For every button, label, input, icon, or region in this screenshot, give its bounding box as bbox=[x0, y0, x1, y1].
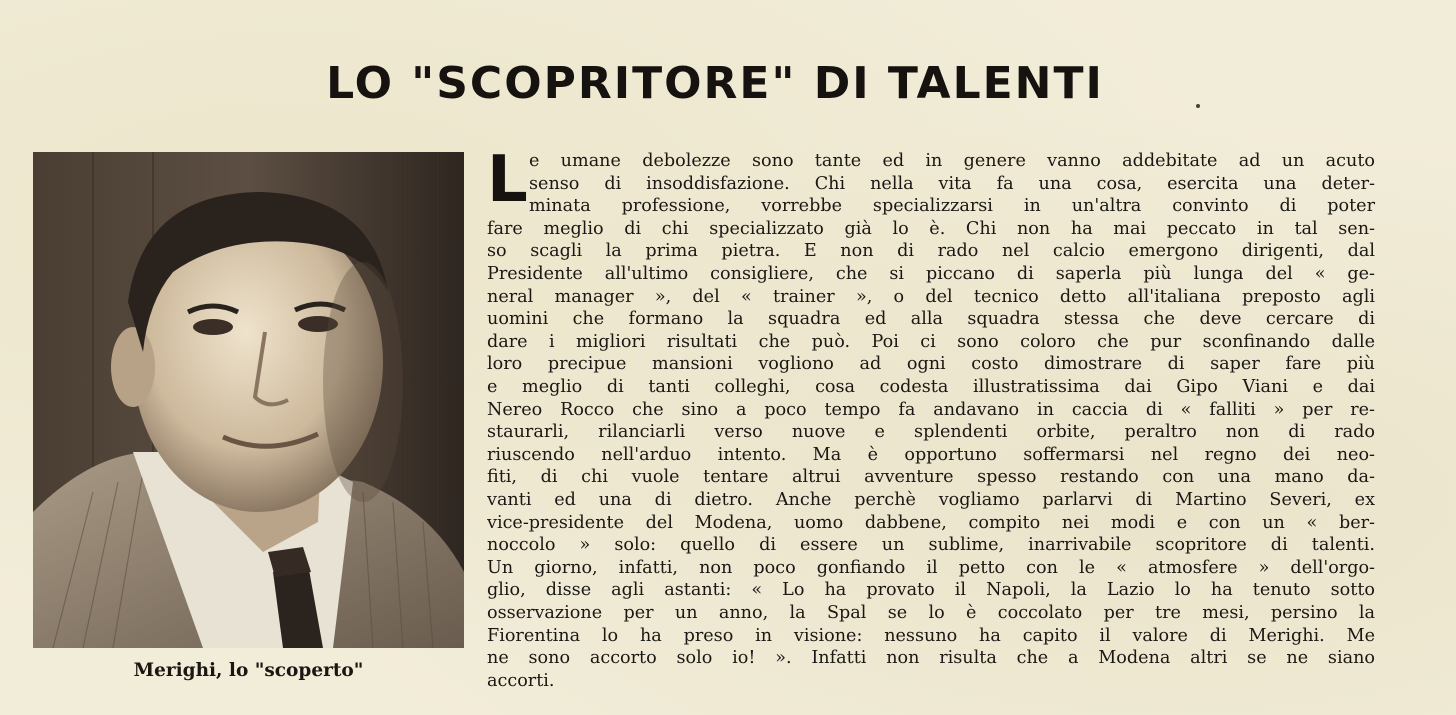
article-line: osservazione per un anno, la Spal se lo è coccolato per tre mesi, persino la bbox=[487, 603, 1375, 623]
article-line: Fiorentina lo ha preso in visione: nessuno ha capito il valore di Merighi. Me bbox=[487, 625, 1375, 646]
drop-cap: L bbox=[487, 148, 528, 217]
article-body bbox=[487, 148, 1377, 693]
print-speck bbox=[1196, 104, 1200, 108]
article-line: vice-presidente del Modena, uomo dabbene, compito nei modi e con un « ber- bbox=[487, 512, 1375, 533]
article-line: staurarli, rilanciarli verso nuove e splendenti orbite, peraltro non di rado bbox=[487, 422, 1375, 443]
article-line: minata professione, vorrebbe specializzarsi in un'altra convinto di poter bbox=[529, 196, 1375, 217]
article-line: glio, disse agli astanti: « Lo ha provato il Napoli, la Lazio lo ha tenuto sotto bbox=[487, 580, 1375, 601]
article-line: riuscendo nell'arduo intento. Ma è opportuno soffermarsi nel regno dei neo- bbox=[487, 444, 1375, 465]
article-line: Un giorno, infatti, non poco gonfiando il petto con le « atmosfere » dell'orgo- bbox=[487, 557, 1375, 578]
article-line: fiti, di chi vuole tentare altrui avventure spesso restando con una mano da- bbox=[487, 467, 1375, 488]
article-line: senso di insoddisfazione. Chi nella vita fa una cosa, esercita una deter- bbox=[529, 173, 1375, 194]
portrait-photo bbox=[33, 152, 464, 648]
photo-caption: Merighi, lo "scoperto" bbox=[133, 660, 364, 681]
article-line: fare meglio di chi specializzato già lo è. Chi non ha mai peccato in tal sen- bbox=[487, 218, 1375, 239]
article-line: loro precipue mansioni vogliono ad ogni costo dimostrare di saper fare più bbox=[487, 354, 1375, 375]
article-line: accorti. bbox=[487, 670, 555, 691]
article-line: dare i migliori risultati che può. Poi ci sono coloro che pur sconfinando dalle bbox=[487, 331, 1375, 352]
article-line: neral manager », del « trainer », o del tecnico detto all'italiana preposto agli bbox=[487, 286, 1375, 307]
article-line: uomini che formano la squadra ed alla squadra stessa che deve cercare di bbox=[487, 309, 1375, 330]
article-line: e umane debolezze sono tante ed in genere vanno addebitate ad un acuto bbox=[529, 151, 1375, 171]
article-line: noccolo » solo: quello di essere un sublime, inarrivabile scopritore di talenti. bbox=[487, 535, 1375, 556]
article-line: ne sono accorto solo io! ». Infatti non risulta che a Modena altri se ne siano bbox=[487, 648, 1375, 669]
article-line: e meglio di tanti colleghi, cosa codesta illustratissima dai Gipo Viani e dai bbox=[487, 377, 1375, 397]
article-line: Nereo Rocco che sino a poco tempo fa andavano in caccia di « falliti » per re- bbox=[487, 399, 1375, 420]
headline: LO "SCOPRITORE" DI TALENTI bbox=[326, 58, 1104, 109]
portrait-illustration bbox=[33, 152, 464, 648]
article-line: Presidente all'ultimo consigliere, che si piccano di saperla più lunga del « ge- bbox=[487, 264, 1375, 284]
article-line: vanti ed una di dietro. Anche perchè vogliamo parlarvi di Martino Severi, ex bbox=[487, 490, 1375, 510]
article-line: so scagli la prima pietra. E non di rado nel calcio emergono dirigenti, dal bbox=[487, 241, 1375, 262]
